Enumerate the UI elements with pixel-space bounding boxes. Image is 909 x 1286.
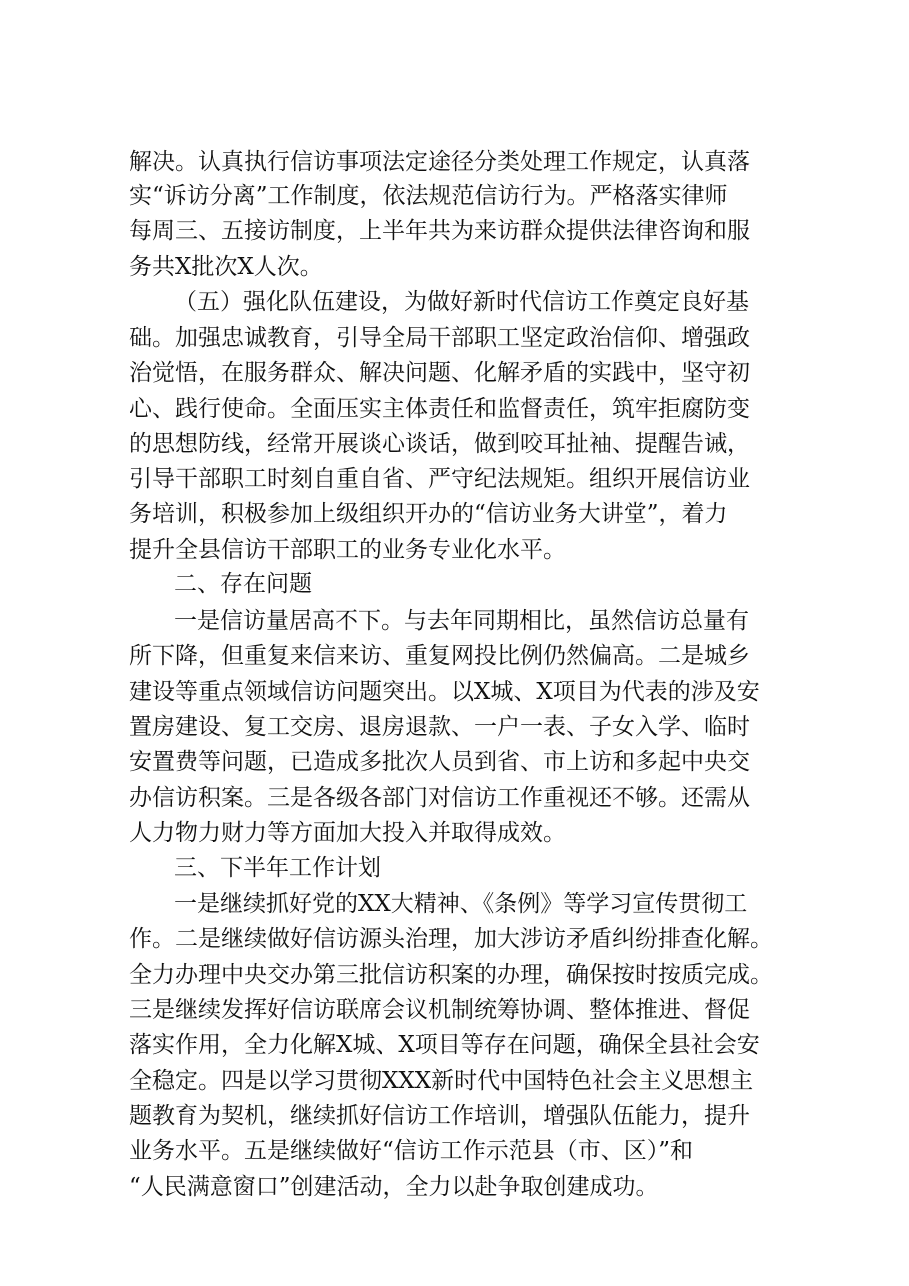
text-line: 办信访积案。三是各级各部门对信访工作重视还不够。还需从 bbox=[129, 785, 750, 811]
text-line: 三是继续发挥好信访联席会议机制统筹协调、整体推进、督促 bbox=[129, 997, 750, 1023]
text-line: 的思想防线，经常开展谈心谈话，做到咬耳扯袖、提醒告诫， bbox=[129, 431, 750, 457]
text-line: 作。二是继续做好信访源头治理，加大涉访矛盾纠纷排查化解。 bbox=[129, 926, 773, 952]
text-line: 每周三、五接访制度，上半年共为来访群众提供法律咨询和服 bbox=[129, 218, 750, 244]
text-line-continuation: 解决。认真执行信访事项法定途径分类处理工作规定，认真落 bbox=[129, 149, 750, 175]
text-line: 题教育为契机，继续抓好信访工作培训，增强队伍能力，提升 bbox=[129, 1103, 750, 1129]
text-line: 业务水平。五是继续做好“信访工作示范县（市、区）”和 bbox=[129, 1138, 694, 1164]
section-heading-five: （五）强化队伍建设，为做好新时代信访工作奠定良好基 bbox=[174, 289, 749, 315]
text-line: 务培训，积极参加上级组织开办的“信访业务大讲堂”，着力 bbox=[129, 501, 728, 527]
text-line: 心、践行使命。全面压实主体责任和监督责任，筑牢拒腐防变 bbox=[129, 396, 750, 422]
text-line: 建设等重点领域信访问题突出。以X城、X项目为代表的涉及安 bbox=[129, 679, 760, 705]
text-line: 安置费等问题，已造成多批次人员到省、市上访和多起中央交 bbox=[129, 749, 750, 775]
text-line: 提升全县信访干部职工的业务专业化水平。 bbox=[129, 537, 566, 563]
section-heading-problems: 二、存在问题 bbox=[174, 571, 312, 597]
text-line: 置房建设、复工交房、退房退款、一户一表、子女入学、临时 bbox=[129, 714, 750, 740]
section-heading-plan: 三、下半年工作计划 bbox=[174, 855, 381, 881]
text-line: 引导干部职工时刻自重自省、严守纪法规矩。组织开展信访业 bbox=[129, 466, 750, 492]
text-line: 全稳定。四是以学习贯彻XXX新时代中国特色社会主义思想主 bbox=[129, 1068, 754, 1094]
text-line: 务共X批次X人次。 bbox=[129, 254, 323, 280]
text-line: 所下降，但重复来信来访、重复网投比例仍然偏高。二是城乡 bbox=[129, 643, 750, 669]
paragraph-first-line: 一是继续抓好党的XX大精神、《条例》等学习宣传贯彻工 bbox=[174, 891, 748, 917]
text-line: 治觉悟，在服务群众、解决问题、化解矛盾的实践中，坚守初 bbox=[129, 360, 750, 386]
text-line: 实“诉访分离”工作制度，依法规范信访行为。严格落实律师 bbox=[129, 183, 728, 209]
text-line: 落实作用，全力化解X城、X项目等存在问题，确保全县社会安 bbox=[129, 1032, 760, 1058]
text-line: 人力物力财力等方面加大投入并取得成效。 bbox=[129, 820, 566, 846]
paragraph-first-line: 一是信访量居高不下。与去年同期相比，虽然信访总量有 bbox=[174, 608, 749, 634]
text-line: “人民满意窗口”创建活动，全力以赴争取创建成功。 bbox=[129, 1174, 659, 1200]
text-line: 全力办理中央交办第三批信访积案的办理，确保按时按质完成。 bbox=[129, 962, 773, 988]
text-line: 础。加强忠诚教育，引导全局干部职工坚定政治信仰、增强政 bbox=[129, 325, 750, 351]
